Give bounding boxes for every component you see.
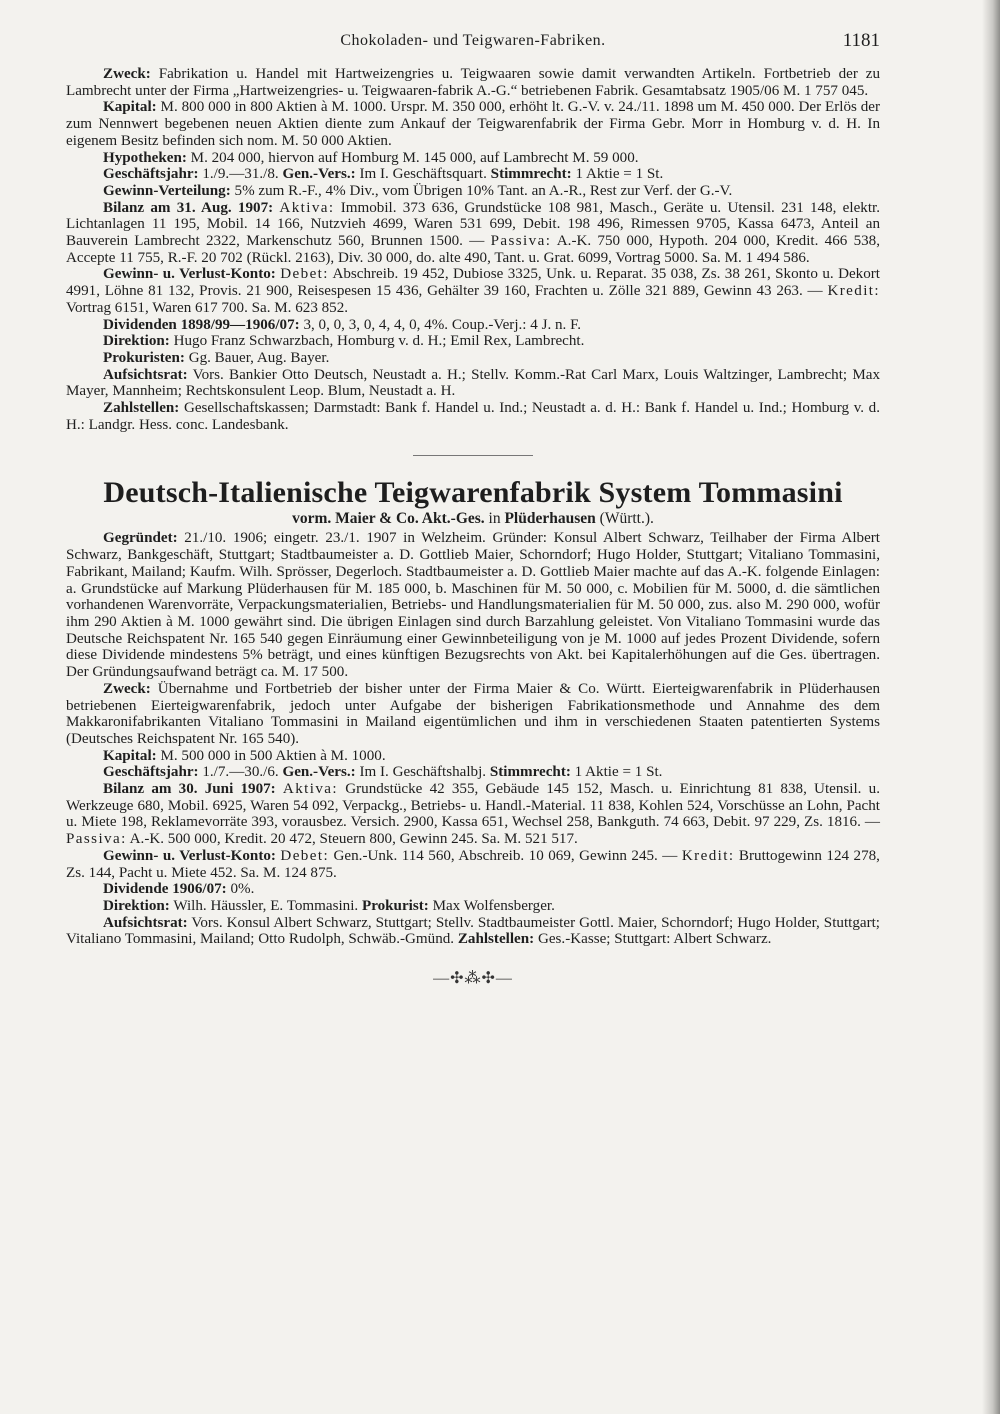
section-divider <box>413 455 533 456</box>
company-subtitle: vorm. Maier & Co. Akt.-Ges. in Plüderhausen (Württ.). <box>292 510 654 528</box>
paragraph-zahlstellen: Zahlstellen: Gesellschaftskassen; Darmstadt: Bank f. Handel u. Ind.; Neustadt a. d. H.: Bank f. Handel u. Ind.; Homburg v. d. H.: Landgr. Hess. conc. Landesbank. <box>66 400 880 433</box>
running-header <box>66 28 880 54</box>
document-page <box>66 28 880 988</box>
section-tommasini <box>66 530 880 948</box>
paragraph-direktion-2: Direktion: Wilh. Häussler, E. Tommasini. Prokurist: Max Wolfensberger. <box>103 897 555 914</box>
end-ornament: —✣⁂✣— <box>433 970 513 988</box>
paragraph-dividenden: Dividenden 1898/99—1906/07: 3, 0, 0, 3, 0, 4, 4, 0, 4%. Coup.-Verj.: 4 J. n. F. <box>103 316 582 333</box>
page-number: 1181 <box>842 30 880 51</box>
section-lambrecht <box>66 66 880 433</box>
paragraph-geschaeftsjahr-2: Geschäftsjahr: 1./7.—30./6. Gen.-Vers.: Im I. Geschäftshalbj. Stimmrecht: 1 Aktie = 1 St. <box>103 764 663 781</box>
paragraph-kapital: Kapital: M. 800 000 in 800 Aktien à M. 1000. Urspr. M. 350 000, erhöht lt. G.-V. v. 24./11. 1898 um M. 450 000. Der Erlös der zum Nennwert begebenen neuen Aktien diente zum Ankauf der Teigwarenfabrik der Firma Gebr. Morr in Homburg v. d. H. In eigenem Besitz befinden sich nom. M. 50 000 Aktien. <box>66 99 880 149</box>
paragraph-kapital-2: Kapital: M. 500 000 in 500 Aktien à M. 1000. <box>103 747 386 764</box>
running-title: Chokoladen- und Teigwaren-Fabriken. <box>340 32 606 49</box>
paragraph-hypotheken: Hypotheken: M. 204 000, hiervon auf Homburg M. 145 000, auf Lambrecht M. 59 000. <box>103 149 639 166</box>
paragraph-dividende-2: Dividende 1906/07: 0%. <box>103 881 255 898</box>
paragraph-aufsichtsrat: Aufsichtsrat: Vors. Bankier Otto Deutsch, Neustadt a. H.; Stellv. Komm.-Rat Carl Marx, Louis Waltzinger, Lambrecht; Max Mayer, Mannheim; Rechtskonsulent Leop. Blum, Neustadt a. H. <box>66 366 880 400</box>
paragraph-gewinn-verlust: Gewinn- u. Verlust-Konto: Debet: Abschreib. 19 452, Dubiose 3325, Unk. u. Reparat. 35 038, Zs. 38 261, Skonto u. Dekort 4991, Löhne 81 132, Provis. 21 900, Reisespesen 15 436, Gehälter 39 160, Frachten u. Zölle 321 889, Gewinn 43 263. — Kredit: Vortrag 6151, Waren 617 700. Sa. M. 623 852. <box>66 266 880 316</box>
paragraph-prokuristen: Prokuristen: Gg. Bauer, Aug. Bayer. <box>103 349 330 366</box>
paragraph-direktion: Direktion: Hugo Franz Schwarzbach, Homburg v. d. H.; Emil Rex, Lambrecht. <box>103 333 585 350</box>
paragraph-gewinn-verlust-2: Gewinn- u. Verlust-Konto: Debet: Gen.-Unk. 114 560, Abschreib. 10 069, Gewinn 245. — Kredit: Bruttogewinn 124 278, Zs. 144, Pacht u. Miete 452. Sa. M. 124 875. <box>66 847 880 881</box>
paragraph-aufsichtsrat-2: Aufsichtsrat: Vors. Konsul Albert Schwarz, Stuttgart; Stellv. Stadtbaumeister Gottl. Maier, Schorndorf; Hugo Holder, Stuttgart; Vitaliano Tommasini, Mailand; Otto Rudolph, Schwäb.-Gmünd. Zahlstellen: Ges.-Kasse; Stuttgart: Albert Schwarz. <box>66 914 880 948</box>
paragraph-bilanz-2: Bilanz am 30. Juni 1907: Aktiva: Grundstücke 42 355, Gebäude 145 152, Masch. u. Einrichtung 81 838, Utensil. u. Werkzeuge 680, Mobil. 6925, Waren 54 092, Verpackg., Betriebs- u. Handl.-Material. 11 838, Kohlen 524, Vorschüsse an Lohn, Pacht u. Miete 198, Reklamevorräte 393, vorausbez. Versich. 2900, Kassa 651, Wechsel 258, Bankguth. 74 663, Debit. 97 229, Zs. 1816. — Passiva: A.-K. 500 000, Kredit. 20 472, Steuern 800, Gewinn 245. Sa. M. 521 517. <box>66 781 880 848</box>
page-edge-shadow <box>982 0 1000 1414</box>
paragraph-geschaeftsjahr: Geschäftsjahr: 1./9.—31./8. Gen.-Vers.: Im I. Geschäftsquart. Stimmrecht: 1 Aktie = 1 St. <box>103 166 664 183</box>
company-title: Deutsch-Italienische Teigwarenfabrik System Tommasini <box>103 476 843 510</box>
paragraph-gegruendet: Gegründet: 21./10. 1906; eingetr. 23./1. 1907 in Welzheim. Gründer: Konsul Albert Schwarz, Teilhaber der Firma Albert Schwarz, Bankgeschäft, Stuttgart; Stadtbaumeister a. D. Gottlieb Maier, Schorndorf; Hugo Holder, Stuttgart; Vitaliano Tommasini, Fabrikant, Mailand; Kaufm. Wilh. Sprösser, Degerloch. Stadtbaumeister a. D. Gottlieb Maier machte auf das A.-K. folgende Einlagen: a. Grundstücke auf Markung Plüderhausen für M. 185 000, b. Maschinen für M. 50 000, c. Mobilien für M. 5000, d. die sämtlichen vorhandenen Warenvorräte, Verpackungsmaterialien, Betriebs- und Handlungsmaterialien für M. 50 000, zus. also M. 290 000, wofür ihm 290 Aktien à M. 1000 gewährt sind. Die übrigen Einlagen sind durch Barzahlung geleistet. Von Vitaliano Tommasini wurde das Deutsche Reichspatent Nr. 165 540 gegen Einräumung einer Gewinnbeteiligung von je M. 1000 auf jedes Prozent Dividende, sofern diese Dividende mindestens 5% beträgt, und eines künftigen Bezugsrechts von Akt. bei Kapitalerhöhungen auf die Ges. übertragen. Der Gründungsaufwand beträgt ca. M. 17 500. <box>66 530 880 681</box>
paragraph-gewinn-verteilung: Gewinn-Verteilung: 5% zum R.-F., 4% Div., vom Übrigen 10% Tant. an A.-R., Rest zur Verf. der G.-V. <box>103 182 733 199</box>
paragraph-zweck-2: Zweck: Übernahme und Fortbetrieb der bisher unter der Firma Maier & Co. Württ. Eierteigwarenfabrik in Plüderhausen betriebenen Eierteigwarenfabrik, jedoch unter Aufgabe der bisherigen Fabrikationsmethode und Annahme des dem Makkaronifabrikanten Vitaliano Tommasini in Mailand eigentümlichen und ihm in verschiedenen Staaten patentierten Systems (Deutsches Reichspatent Nr. 165 540). <box>66 680 880 747</box>
paragraph-bilanz: Bilanz am 31. Aug. 1907: Aktiva: Immobil. 373 636, Grundstücke 108 981, Masch., Geräte u. Utensil. 231 148, elektr. Lichtanlagen 11 195, Mobil. 14 166, Nutzvieh 4699, Waren 531 699, Debit. 198 496, Rimessen 9705, Kassa 6473, Anteil an Bauverein Lambrecht 2322, Markenschutz 560, Brunnen 1500. — Passiva: A.-K. 750 000, Hypoth. 204 000, Kredit. 466 538, Accepte 11 755, R.-F. 20 702 (Rückl. 2163), Div. 30 000, do. alte 490, Tant. u. Grat. 6099, Vortrag 5000. Sa. M. 1 494 586. <box>66 199 880 266</box>
paragraph-zweck: Zweck: Fabrikation u. Handel mit Hartweizengries u. Teigwaaren sowie damit verwandten Artikeln. Fortbetrieb der zu Lambrecht unter der Firma „Hartweizengries- u. Teigwaaren-fabrik A.-G.“ betriebenen Fabrik. Gesamtabsatz 1905/06 M. 1 757 045. <box>66 66 880 99</box>
